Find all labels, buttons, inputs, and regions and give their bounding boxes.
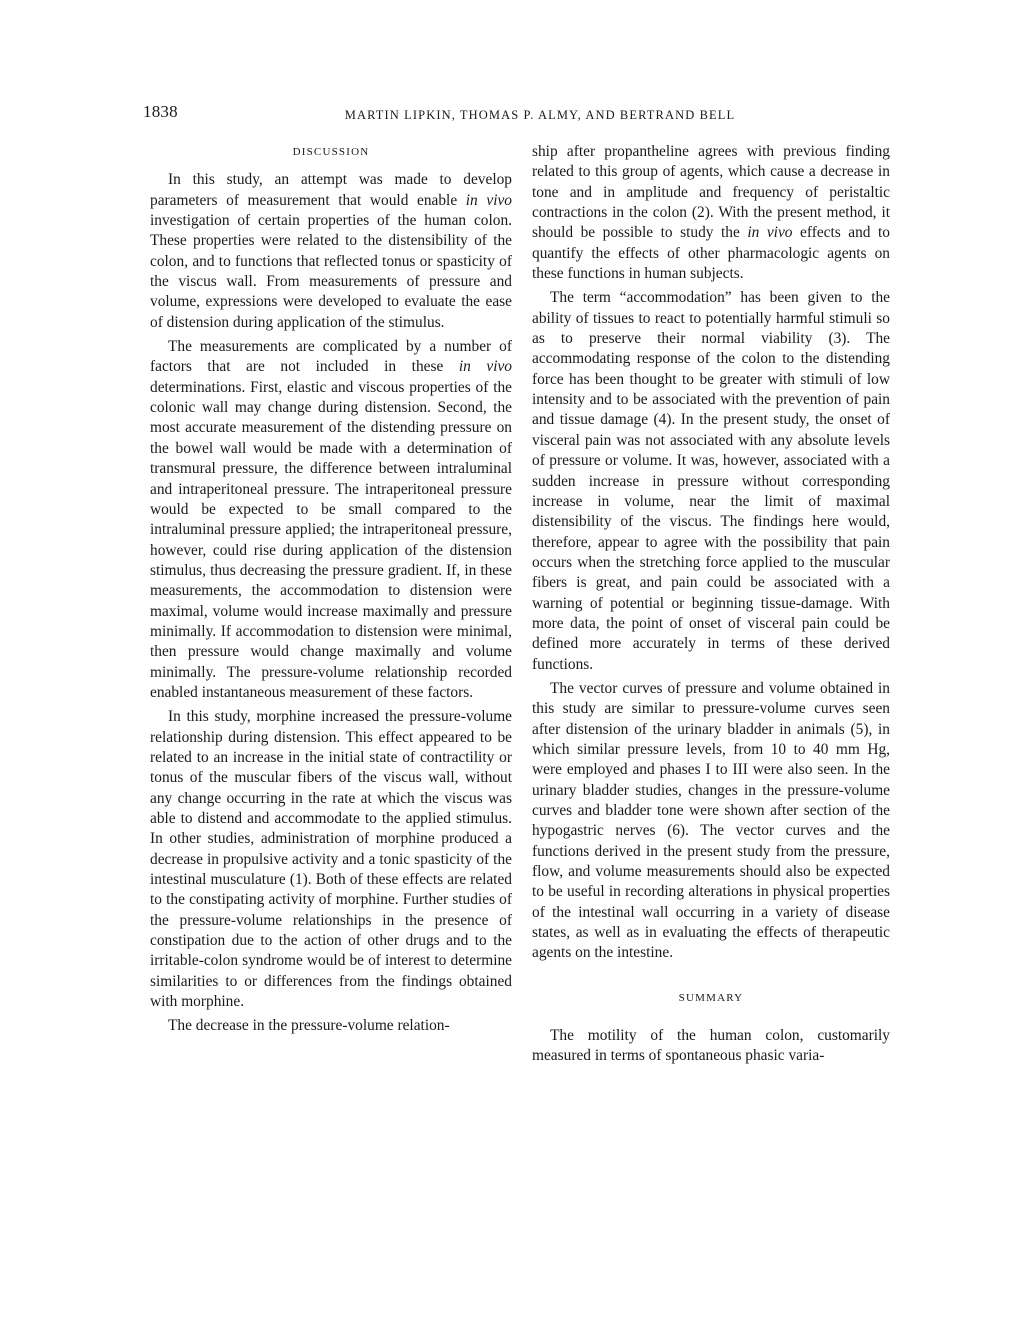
paragraph: In this study, an attempt was made to develop parameters of measurement that would enable in vivo investigation of certain properties of the human colon. These properties were related to the distensibility of the colon, and to functions that reflected tonus or spasticity of the viscus wall. From measurements of pressure and volume, expressions were developed to evaluate the ease of distension during application of the stimulus.	[150, 171, 512, 331]
paragraph: The vector curves of pressure and volume obtained in this study are similar to pressure-volume curves seen after distension of the urinary bladder in animals (5), in which similar pressure levels, from 10 to 40 mm Hg, were employed and phases I to III were also seen. In the urinary bladder studies, changes in the pressure-volume curves and bladder tone were shown after section of the hypogastric nerves (6). The vector curves and the functions derived in the present study from the pressure, flow, and volume measurements should also be expected to be useful in recording alterations in physical properties of the intestinal wall occurring in a variety of disease states, as well as in evaluating the effects of therapeutic agents on the intestine.	[532, 679, 890, 962]
italic-term: in vivo	[465, 191, 512, 209]
paragraph-continued: ship after propantheline agrees with previous finding related to this group of agents, which cause a decrease in tone and in amplitude and frequency of peristaltic contractions in the colon (2). With the present method, it should be possible to study the in vivo effects and to quantify the effects of other pharmacologic agents on these functions in human subjects.	[532, 143, 891, 283]
italic-term: in vivo	[458, 358, 512, 376]
running-head: MARTIN LIPKIN, THOMAS P. ALMY, AND BERTRAND BELL	[344, 108, 736, 122]
discussion-heading: DISCUSSION	[292, 146, 370, 158]
left-column	[150, 142, 512, 1037]
italic-term: in vivo	[747, 224, 793, 242]
paragraph: The measurements are complicated by a number of factors that are not included in these in vivo determinations. First, elastic and viscous properties of the colonic wall may change during distension. Second, the most accurate measurement of the distending pressure on the bowel wall would be made with a determination of transmural pressure, the difference between intraluminal and intraperitoneal pressure. The intraperitoneal pressure would be expected to be small compared to the intraluminal pressure applied; the intraperitoneal pressure, however, could rise during application of the distension stimulus, thus decreasing the pressure gradient. If, in these measurements, the accommodation to distension were maximal, volume would increase maximally and pressure minimally. If accommodation to distension were minimal, then pressure would change maximally and volume minimally. The pressure-volume relationship recorded enabled instantaneous measurement of these factors.	[150, 338, 512, 701]
paragraph: The term “accommodation” has been given to the ability of tissues to react to potentially harmful stimuli so as to preserve their normal viability (3). The accommodating response of the colon to the distending force has been thought to be greater with stimuli of low intensity and to be associated with the prevention of pain and tissue damage (4). In the present study, the onset of visceral pain was not associated with any absolute levels of pressure or volume. It was, however, associated with a sudden increase in pressure without corresponding increase in volume, near the limit of maximal distensibility of the viscus. The findings here would, therefore, appear to agree with the possibility that pain occurs when the stretching force applied to the muscular fibers is great, and pain could be associated with a warning of potential or beginning tissue-damage. With more data, the point of onset of visceral pain could be defined more accurately in terms of these derived functions.	[532, 289, 890, 673]
page-number: 1838	[143, 102, 178, 121]
summary-heading: SUMMARY	[678, 991, 744, 1004]
paragraph: The decrease in the pressure-volume relation-	[168, 1017, 450, 1035]
paragraph: In this study, morphine increased the pressure-volume relationship during distension. This effect appeared to be related to an increase in the initial state of contractility or tonus of the muscular fibers of the viscus wall, without any change occurring in the rate at which the viscus was able to distend and accommodate to the applied stimulus. In other studies, administration of morphine produced a decrease in propulsive activity and a tonic spasticity of the intestinal musculature (1). Both of these effects are related to the constipating activity of morphine. Further studies of the pressure-volume relationships in the presence of constipation due to the action of other drugs and to the irritable-colon syndrome would be of interest to determine similarities to or differences from the findings obtained with morphine.	[150, 708, 512, 1011]
right-column	[532, 142, 890, 1067]
paragraph: The motility of the human colon, customarily measured in terms of spontaneous phasic varia-	[532, 1027, 890, 1065]
